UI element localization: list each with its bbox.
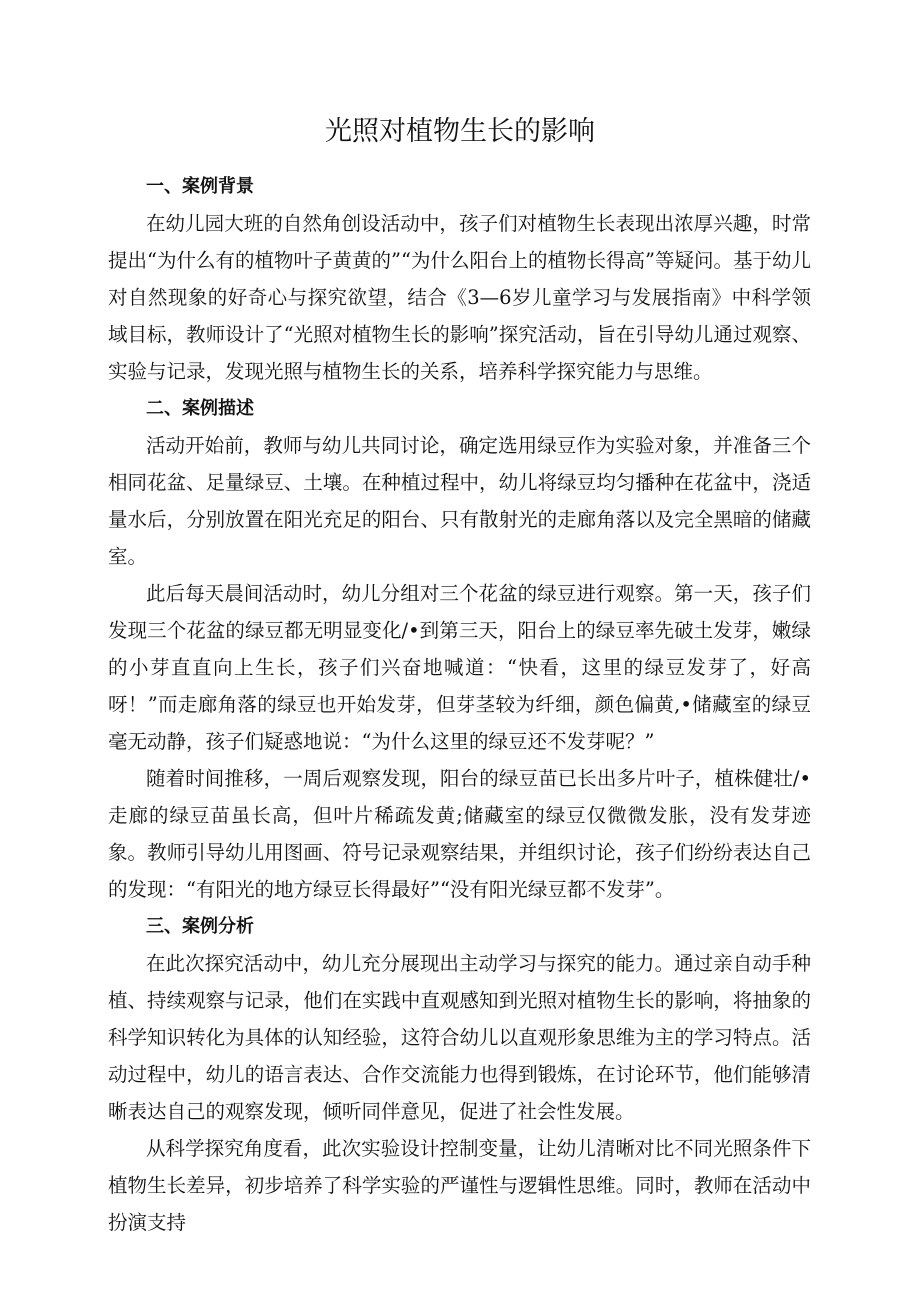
section-description	[108, 390, 811, 908]
document-body	[108, 168, 811, 1241]
section-heading: 一、案例背景	[146, 176, 254, 197]
paragraph: 此后每天晨间活动时，幼儿分组对三个花盆的绿豆进行观察。第一天，孩子们发现三个花盆的绿豆都无明显变化/•到第三天，阳台上的绿豆率先破土发芽，嫩绿的小芽直直向上生长，孩子们兴奋地喊道：“快看，这里的绿豆发芽了，好高呀！”而走廊角落的绿豆也开始发芽，但芽茎较为纤细，颜色偏黄,•储藏室的绿豆毫无动静，孩子们疑惑地说：“为什么这里的绿豆还不发芽呢？”	[108, 582, 811, 753]
document-title: 光照对植物生长的影响	[325, 116, 595, 147]
section-analysis	[108, 908, 811, 1241]
paragraph: 随着时间推移，一周后观察发现，阳台的绿豆苗已长出多片叶子，植株健壮/•走廊的绿豆苗虽长高，但叶片稀疏发黄;储藏室的绿豆仅微微发胀，没有发芽迹象。教师引导幼儿用图画、符号记录观察结果，并组织讨论，孩子们纷纷表达自己的发现：“有阳光的地方绿豆长得最好”“没有阳光绿豆都不发芽”。	[108, 767, 811, 901]
section-heading: 二、案例描述	[146, 398, 254, 419]
section-heading: 三、案例分析	[146, 916, 254, 937]
paragraph: 活动开始前，教师与幼儿共同讨论，确定选用绿豆作为实验对象，并准备三个相同花盆、足量绿豆、土壤。在种植过程中，幼儿将绿豆均匀播种在花盆中，浇适量水后，分别放置在阳光充足的阳台、只有散射光的走廊角落以及完全黑暗的储藏室。	[108, 434, 811, 568]
paragraph: 在幼儿园大班的自然角创设活动中，孩子们对植物生长表现出浓厚兴趣，时常提出“为什么有的植物叶子黄黄的”“为什么阳台上的植物长得高”等疑问。基于幼儿对自然现象的好奇心与探究欲望，结合《3—6岁儿童学习与发展指南》中科学领域目标，教师设计了“光照对植物生长的影响”探究活动，旨在引导幼儿通过观察、实验与记录，发现光照与植物生长的关系，培养科学探究能力与思维。	[108, 212, 811, 383]
paragraph: 从科学探究角度看，此次实验设计控制变量，让幼儿清晰对比不同光照条件下植物生长差异，初步培养了科学实验的严谨性与逻辑性思维。同时，教师在活动中扮演支持	[108, 1137, 811, 1234]
section-background	[108, 168, 811, 390]
paragraph: 在此次探究活动中，幼儿充分展现出主动学习与探究的能力。通过亲自动手种植、持续观察与记录，他们在实践中直观感知到光照对植物生长的影响，将抽象的科学知识转化为具体的认知经验，这符合幼儿以直观形象思维为主的学习特点。活动过程中，幼儿的语言表达、合作交流能力也得到锻炼，在讨论环节，他们能够清晰表达自己的观察发现，倾听同伴意见，促进了社会性发展。	[108, 952, 811, 1123]
